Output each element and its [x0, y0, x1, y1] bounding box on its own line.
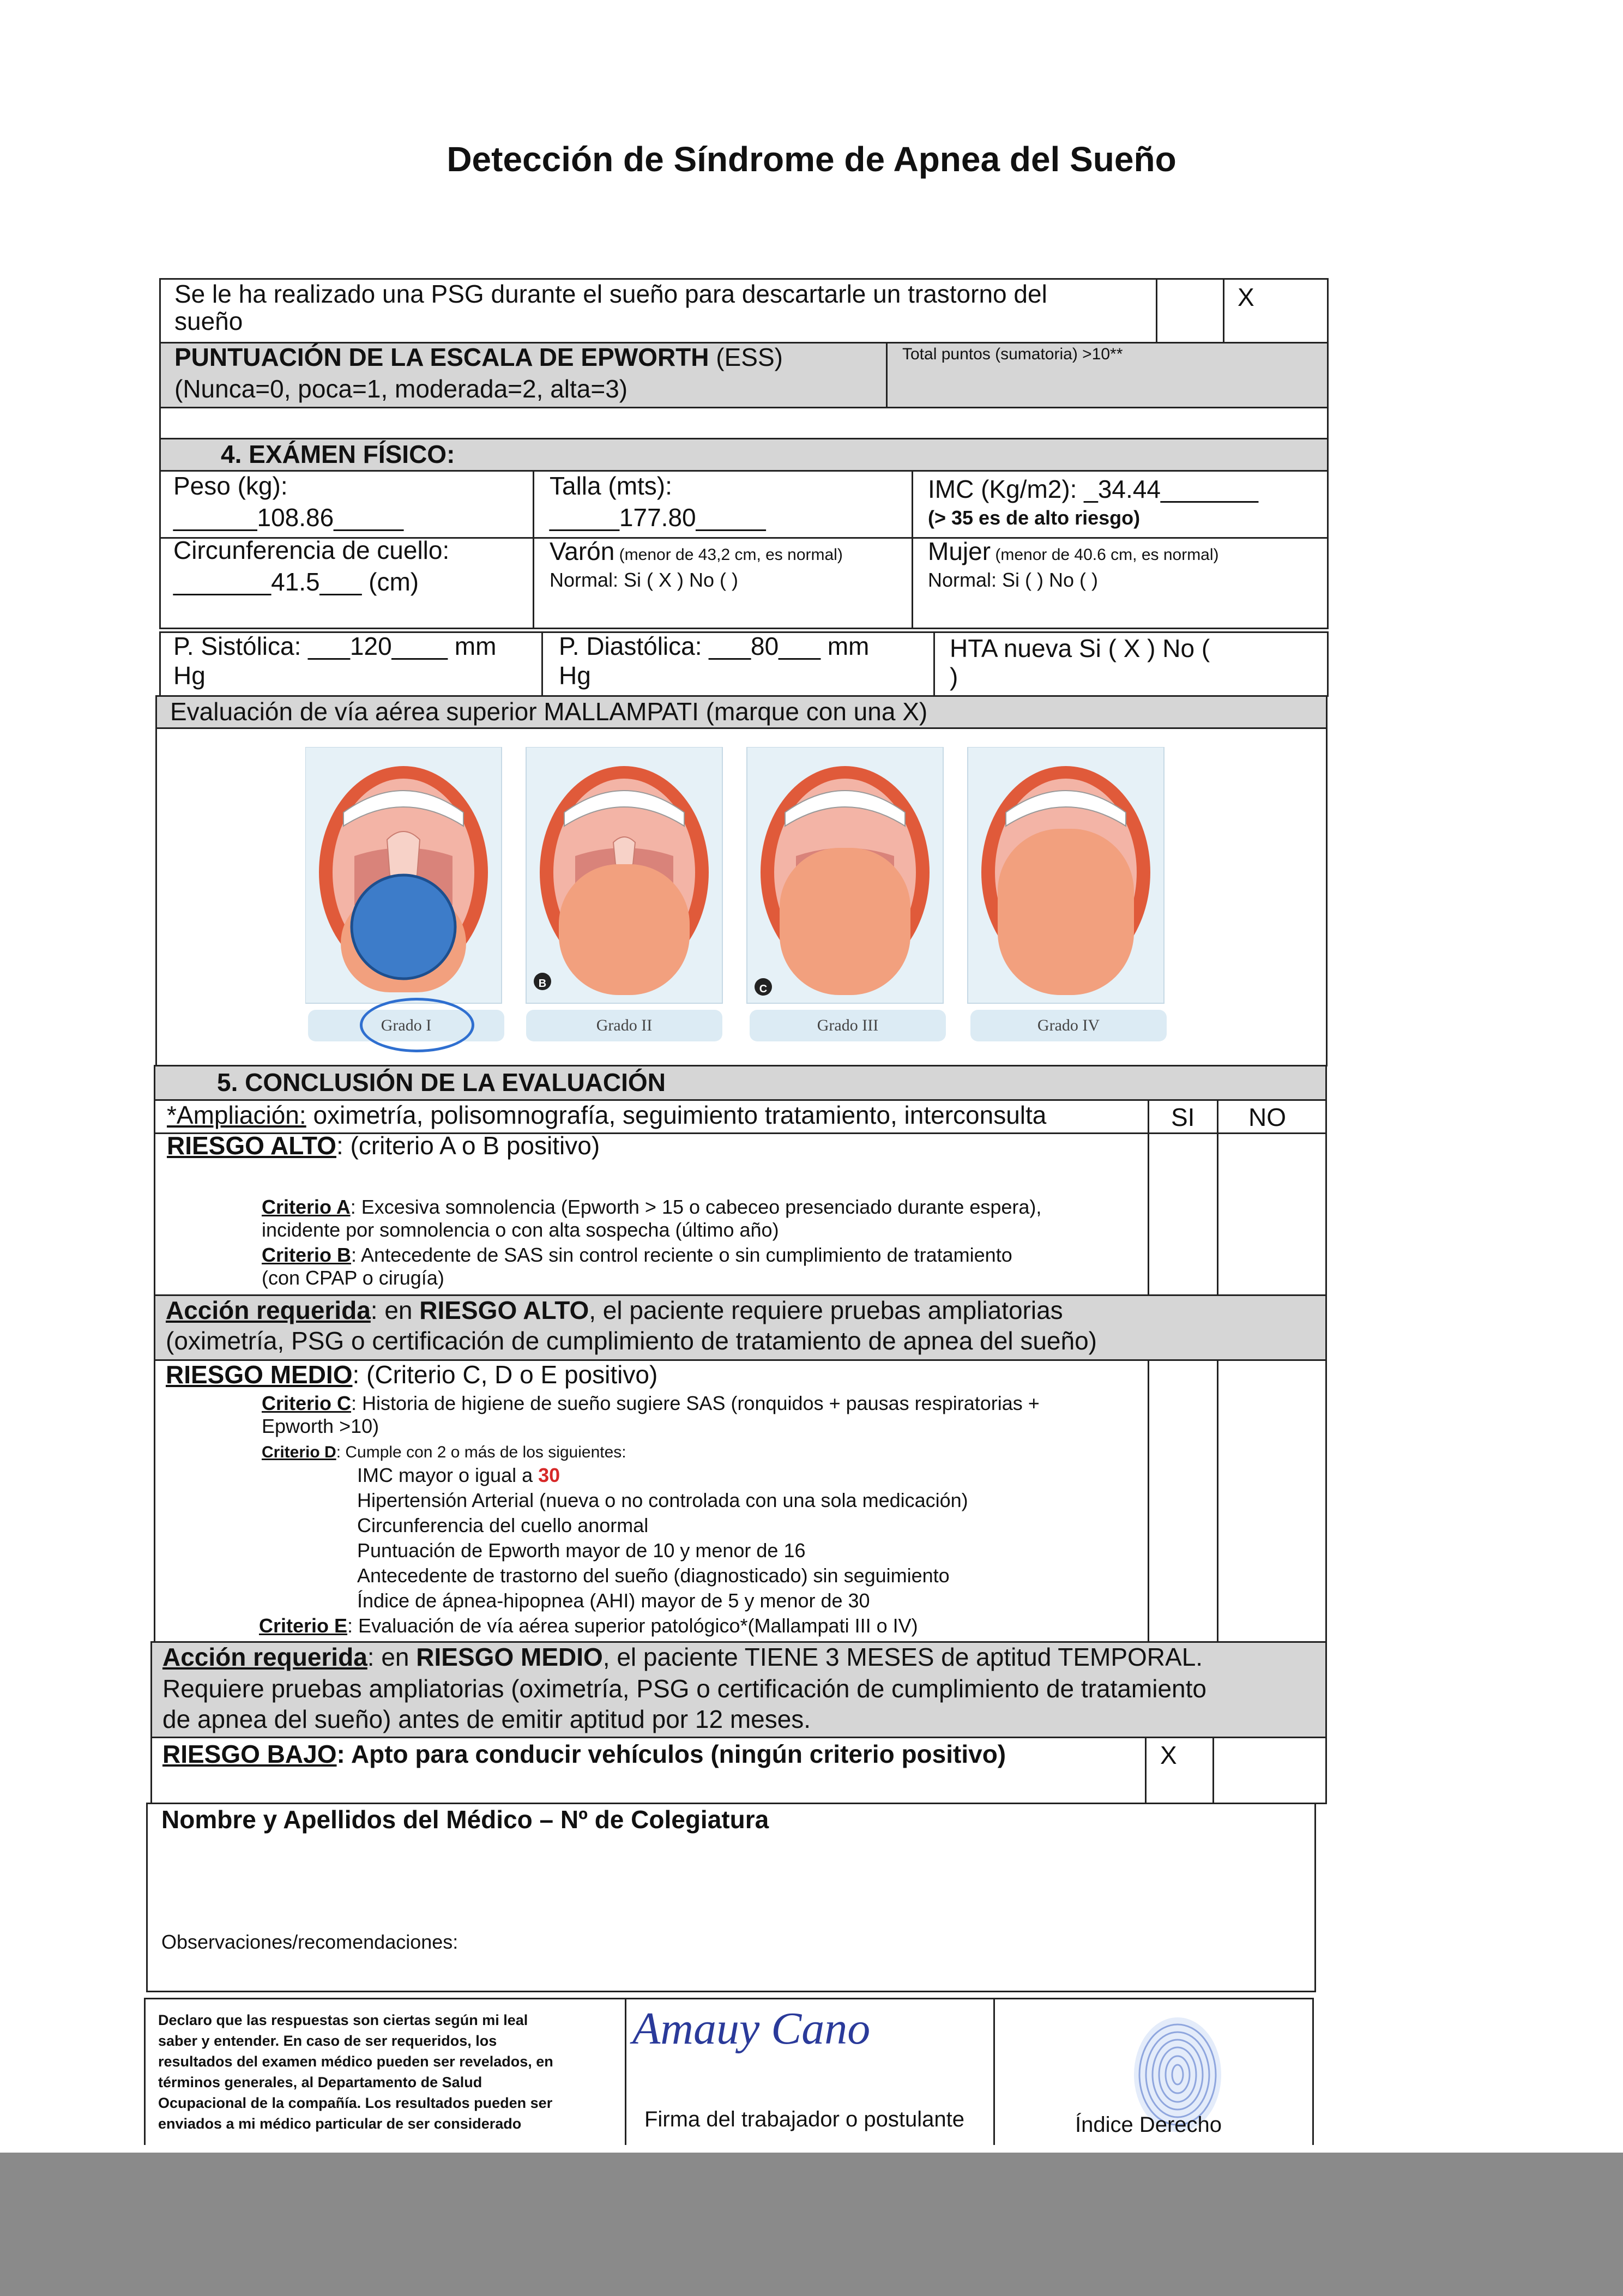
riesgo-medio-rest: : (Criterio C, D o E positivo)	[352, 1360, 658, 1389]
riesgo-alto-label: RIESGO ALTO	[167, 1131, 336, 1160]
grade-label-3: Grado III	[750, 1010, 946, 1041]
d-item-imc	[357, 1463, 560, 1487]
declaration-line: términos generales, al Departamento de Salud	[158, 2074, 482, 2090]
page-title: Detección de Síndrome de Apnea del Sueño	[447, 140, 1176, 179]
mouth-grado-1	[305, 747, 502, 1003]
spacer-row	[159, 407, 1329, 439]
mujer-note: (menor de 40.6 cm, es normal)	[991, 546, 1219, 564]
accion-alto-label: Acción requerida	[166, 1296, 371, 1324]
ampliacion-prefix: *Ampliación:	[167, 1101, 306, 1129]
criterio-b-label: Criterio B	[262, 1244, 352, 1266]
mujer-heading	[928, 537, 1219, 570]
varon-normal: Normal: Si ( X ) No ( )	[550, 569, 739, 591]
riesgo-bajo-rest: : Apto para conducir vehículos (ningún criterio positivo)	[336, 1740, 1006, 1768]
criterio-c-label: Criterio C	[262, 1392, 352, 1414]
criterio-b-text: : Antecedente de SAS sin control reciente o sin cumplimiento de tratamiento	[351, 1244, 1012, 1266]
epworth-scale: (Nunca=0, poca=1, moderada=2, alta=3)	[174, 375, 628, 403]
d-item-imc-text: IMC mayor o igual a	[357, 1464, 539, 1486]
accion-alto-rest: , el paciente requiere pruebas ampliatorias	[589, 1296, 1063, 1324]
badge-c: C	[759, 983, 768, 995]
accion-medio-mid: : en	[367, 1643, 417, 1671]
d-item-imc-value: 30	[538, 1464, 560, 1486]
mallampati-title: Evaluación de vía aérea superior MALLAMPATI (marque con una X)	[170, 697, 928, 726]
criterio-b-line1	[262, 1243, 1012, 1267]
criterio-c-line1	[262, 1391, 1040, 1415]
d-item: Puntuación de Epworth mayor de 10 y menor de 16	[357, 1539, 806, 1562]
psg-answer-mark: X	[1238, 283, 1254, 311]
medico-label: Nombre y Apellidos del Médico – Nº de Colegiatura	[161, 1805, 769, 1834]
exam-section-title: 4. EXÁMEN FÍSICO:	[221, 440, 455, 468]
criterio-a-line1	[262, 1195, 1041, 1219]
criterio-d-text: : Cumple con 2 o más de los siguientes:	[336, 1443, 626, 1461]
accion-medio-rest: , el paciente TIENE 3 MESES de aptitud TEMPORAL.	[602, 1643, 1203, 1671]
criterio-a-line2: incidente por somnolencia o con alta sospecha (último año)	[262, 1219, 779, 1241]
criterio-b-line2: (con CPAP o cirugía)	[262, 1267, 444, 1289]
grade-label-4: Grado IV	[970, 1010, 1167, 1041]
accion-medio-line2: Requiere pruebas ampliatorias (oximetría, PSG o certificación de cumplimiento de tratamiento	[162, 1674, 1206, 1703]
declaration-line: Ocupacional de la compañía. Los resultados pueden ser	[158, 2095, 553, 2111]
grade-label-2: Grado II	[526, 1010, 722, 1041]
criterio-c-line2: Epworth >10)	[262, 1415, 379, 1437]
criterio-e-label: Criterio E	[259, 1614, 348, 1637]
imc-note: (> 35 es de alto riesgo)	[928, 507, 1141, 529]
mouth-grado-2	[526, 747, 722, 1003]
accion-medio-line1	[162, 1642, 1203, 1672]
riesgo-bajo-text	[162, 1739, 1006, 1769]
epworth-total: Total puntos (sumatoria) >10**	[902, 345, 1123, 363]
riesgo-medio-heading	[166, 1360, 657, 1389]
epworth-heading	[174, 342, 783, 372]
d-item: Antecedente de trastorno del sueño (diagnosticado) sin seguimiento	[357, 1564, 950, 1587]
imc-label: IMC (Kg/m2): _34.44_______	[928, 475, 1259, 503]
d-item: Índice de ápnea-hipopnea (AHI) mayor de 5 y menor de 30	[357, 1589, 870, 1612]
firma-label: Firma del trabajador o postulante	[644, 2107, 964, 2131]
peso-label: Peso (kg):	[173, 472, 288, 500]
accion-medio-line3: de apnea del sueño) antes de emitir aptitud por 12 meses.	[162, 1705, 811, 1733]
peso-value: ______108.86_____	[173, 503, 404, 532]
criterio-c-text: : Historia de higiene de sueño sugiere SAS (ronquidos + pausas respiratorias +	[351, 1392, 1040, 1414]
riesgo-alto-heading	[167, 1131, 600, 1160]
cuello-label: Circunferencia de cuello:	[173, 536, 450, 564]
sistolica-line1: P. Sistólica: ___120____ mm	[173, 632, 497, 660]
declaration-line: resultados del examen médico pueden ser revelados, en	[158, 2053, 553, 2070]
si-header: SI	[1171, 1103, 1195, 1131]
diastolica-line2: Hg	[559, 661, 591, 690]
criterio-a-text: : Excesiva somnolencia (Epworth > 15 o cabeceo presenciado durante espera),	[350, 1196, 1042, 1218]
grado-1-selection-ellipse	[360, 998, 474, 1052]
epworth-heading-suffix: (ESS)	[709, 343, 783, 371]
psg-question-line2: sueño	[174, 307, 243, 335]
badge-b: B	[538, 978, 547, 990]
accion-alto-line2: (oximetría, PSG o certificación de cumplimiento de tratamiento de apnea del sueño)	[166, 1327, 1097, 1355]
accion-alto-mid: : en	[370, 1296, 420, 1324]
criterio-e-text: : Evaluación de vía aérea superior patológico*(Mallampati III o IV)	[347, 1614, 918, 1637]
riesgo-alto-rest: : (criterio A o B positivo)	[336, 1131, 600, 1160]
accion-medio-label: Acción requerida	[162, 1643, 367, 1671]
talla-value: _____177.80_____	[550, 503, 766, 532]
criterio-a-label: Criterio A	[262, 1196, 351, 1218]
sistolica-line2: Hg	[173, 661, 206, 690]
observaciones-label: Observaciones/recomendaciones:	[161, 1931, 458, 1953]
ampliacion-rest: oximetría, polisomnografía, seguimiento tratamiento, interconsulta	[306, 1101, 1047, 1129]
declaration-line: enviados a mi médico particular de ser considerado	[158, 2116, 522, 2132]
mujer-label: Mujer	[928, 537, 991, 565]
accion-medio-bold: RIESGO MEDIO	[416, 1643, 603, 1671]
no-header: NO	[1248, 1103, 1286, 1131]
criterio-d-label: Criterio D	[262, 1443, 336, 1461]
accion-alto-line1	[166, 1295, 1063, 1325]
mujer-normal: Normal: Si ( ) No ( )	[928, 569, 1099, 591]
ampliacion-text	[167, 1100, 1046, 1130]
accion-alto-bold: RIESGO ALTO	[419, 1296, 589, 1324]
d-item: Circunferencia del cuello anormal	[357, 1514, 649, 1536]
hta-line2: )	[950, 662, 958, 691]
riesgo-bajo-mark: X	[1160, 1741, 1177, 1769]
scan-background	[0, 2153, 1623, 2296]
hta-line1: HTA nueva Si ( X ) No (	[950, 634, 1210, 662]
grade-label-1: Grado I	[308, 1010, 504, 1041]
varon-label: Varón	[550, 537, 615, 565]
criterio-d-line	[262, 1443, 626, 1462]
d-item: Hipertensión Arterial (nueva o no controlada con una sola medicación)	[357, 1489, 968, 1511]
indice-label: Índice Derecho	[1075, 2113, 1222, 2137]
declaration-text	[158, 2010, 611, 2134]
worker-signature: Amauy Cano	[632, 2003, 871, 2054]
riesgo-bajo-label: RIESGO BAJO	[162, 1740, 337, 1768]
varon-note: (menor de 43,2 cm, es normal)	[614, 546, 843, 564]
riesgo-medio-label: RIESGO MEDIO	[166, 1360, 353, 1389]
mouth-grado-3	[747, 747, 943, 1003]
declaration-line: saber y entender. En caso de ser requeridos, los	[158, 2033, 497, 2049]
conclusion-section-title: 5. CONCLUSIÓN DE LA EVALUACIÓN	[217, 1068, 666, 1096]
declaration-line: Declaro que las respuestas son ciertas según mi leal	[158, 2012, 528, 2028]
varon-heading	[550, 537, 843, 570]
epworth-heading-bold: PUNTUACIÓN DE LA ESCALA DE EPWORTH	[174, 343, 709, 371]
diastolica-line1: P. Diastólica: ___80___ mm	[559, 632, 870, 660]
talla-label: Talla (mts):	[550, 472, 672, 500]
mouth-grado-4	[968, 747, 1164, 1003]
criterio-e-line	[259, 1614, 918, 1638]
cuello-value: _______41.5___ (cm)	[173, 568, 419, 596]
psg-question-line1: Se le ha realizado una PSG durante el sueño para descartarle un trastorno del	[174, 280, 1047, 308]
